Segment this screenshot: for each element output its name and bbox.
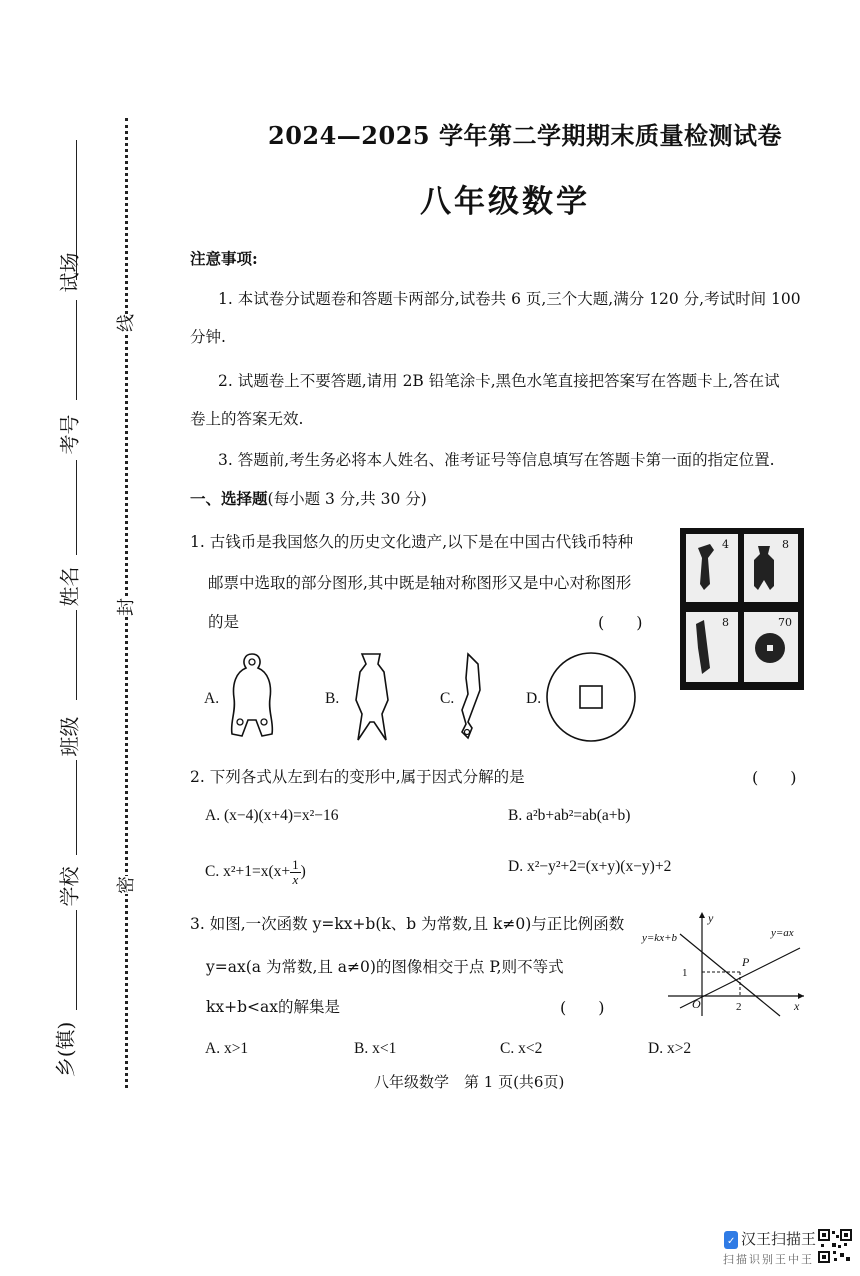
scanner-logo-icon <box>724 1231 738 1249</box>
q1-stem-line-1: 1. 古钱币是我国悠久的历史文化遗产,以下是在中国古代钱币特种 <box>190 533 634 551</box>
notes-item-2-line-2: 卷上的答案无效. <box>190 410 304 428</box>
binding-label-seal: 封 <box>110 598 140 616</box>
field-line-school <box>76 760 77 855</box>
q1-stem-line-2: 邮票中选取的部分图形,其中既是轴对称图形又是中心对称图形 <box>208 574 632 592</box>
qr-code-icon <box>818 1229 852 1263</box>
q1-option-d-figure <box>544 650 640 746</box>
svg-text:✓: ✓ <box>727 1236 736 1247</box>
q3-label-kx-b: y=kx+b <box>642 932 677 944</box>
binding-label-line: 线 <box>110 314 140 332</box>
q2-option-d: D. x²−y²+2=(x+y)(x−y)+2 <box>508 858 672 875</box>
q3-tick-x-2: 2 <box>736 1001 742 1013</box>
q3-x-axis-label: x <box>794 999 800 1013</box>
field-label-township: 乡(镇) <box>53 1021 78 1078</box>
q3-y-axis-label: y <box>708 911 714 925</box>
scanner-tagline: 扫描识别王中王 <box>723 1253 814 1266</box>
q3-option-b: B. x<1 <box>354 1040 397 1057</box>
field-label-name: 姓名 <box>57 566 82 607</box>
exam-title: 2024—2025 学年第二学期期末质量检测试卷 <box>268 121 782 150</box>
q3-origin-label: O <box>692 997 701 1011</box>
q2-option-b: B. a²b+ab²=ab(a+b) <box>508 807 631 824</box>
q3-point-p-label: P <box>742 955 750 969</box>
q2-option-c <box>205 858 306 887</box>
q3-stem-line-3: kx+b<ax的解集是 <box>206 998 341 1016</box>
q2-option-c-suffix: ) <box>300 863 306 881</box>
q2-option-c-fraction <box>290 858 301 887</box>
coin-stamps-image <box>680 528 804 690</box>
page-footer: 八年级数学 第 1 页(共6页) <box>374 1073 565 1091</box>
q1-stem-line-3: 的是 <box>208 613 240 631</box>
stamp-value-4: 70 <box>778 616 792 629</box>
q3-stem-line-1: 3. 如图,一次函数 y=kx+b(k、b 为常数,且 k≠0)与正比例函数 <box>190 915 625 933</box>
q2-option-a: A. (x−4)(x+4)=x²−16 <box>205 807 339 824</box>
notes-item-1-line-2: 分钟. <box>190 328 226 346</box>
q3-stem-line-2: y=ax(a 为常数,且 a≠0)的图像相交于点 P,则不等式 <box>206 958 564 976</box>
notes-item-1-line-1: 1. 本试卷分试题卷和答题卡两部分,试卷共 6 页,三个大题,满分 120 分,考试时间 100 <box>218 290 801 308</box>
stamp-value-1: 4 <box>722 538 729 551</box>
q3-label-ax: y=ax <box>771 927 794 939</box>
q1-option-c-figure <box>454 650 494 744</box>
q3-option-d: D. x>2 <box>648 1040 692 1057</box>
q2-option-c-prefix: C. x²+1=x(x+ <box>205 863 291 881</box>
section-1-heading <box>190 487 427 509</box>
q2-answer-paren: ( ) <box>752 768 797 787</box>
field-label-school: 学校 <box>57 866 82 907</box>
q3-answer-paren: ( ) <box>560 998 605 1017</box>
scanner-app-name: 汉王扫描王 <box>741 1230 817 1248</box>
q3-tick-y-1: 1 <box>682 967 688 979</box>
section-1-note: (每小题 3 分,共 30 分) <box>267 490 427 508</box>
field-label-class: 班级 <box>57 716 82 757</box>
field-line-township <box>76 910 77 1010</box>
stamp-value-3: 8 <box>722 616 729 629</box>
q3-option-c: C. x<2 <box>500 1040 543 1057</box>
q1-option-b-figure <box>342 650 402 744</box>
stamp-value-2: 8 <box>782 538 789 551</box>
field-label-exam-number: 考号 <box>57 414 82 455</box>
notes-item-3: 3. 答题前,考生务必将本人姓名、准考证号等信息填写在答题卡第一面的指定位置. <box>218 451 775 469</box>
q1-option-c-label: C. <box>440 690 455 707</box>
field-line-name <box>76 460 77 555</box>
q3-option-a: A. x>1 <box>205 1040 249 1057</box>
section-1-title: 一、选择题 <box>190 489 268 508</box>
notes-heading: 注意事项: <box>190 249 258 268</box>
q2-option-c-numerator: 1 <box>292 857 299 872</box>
field-line-class <box>76 610 77 700</box>
q1-option-a-figure <box>222 650 282 744</box>
q1-option-d-label: D. <box>526 690 542 707</box>
field-label-exam-room: 试场 <box>57 252 82 293</box>
q2-option-c-denominator: x <box>292 872 299 887</box>
notes-item-2-line-1: 2. 试题卷上不要答题,请用 2B 铅笔涂卡,黑色水笔直接把答案写在答题卡上,答在试 <box>218 372 780 390</box>
q2-stem: 2. 下列各式从左到右的变形中,属于因式分解的是 <box>190 768 525 786</box>
subject-title: 八年级数学 <box>420 184 590 220</box>
q1-option-a-label: A. <box>204 690 220 707</box>
binding-label-secret: 密 <box>110 876 140 894</box>
q3-function-graph <box>640 908 810 1020</box>
q1-option-b-label: B. <box>325 690 340 707</box>
q1-answer-paren: ( ) <box>598 613 643 632</box>
field-line-exam-number <box>76 300 77 400</box>
